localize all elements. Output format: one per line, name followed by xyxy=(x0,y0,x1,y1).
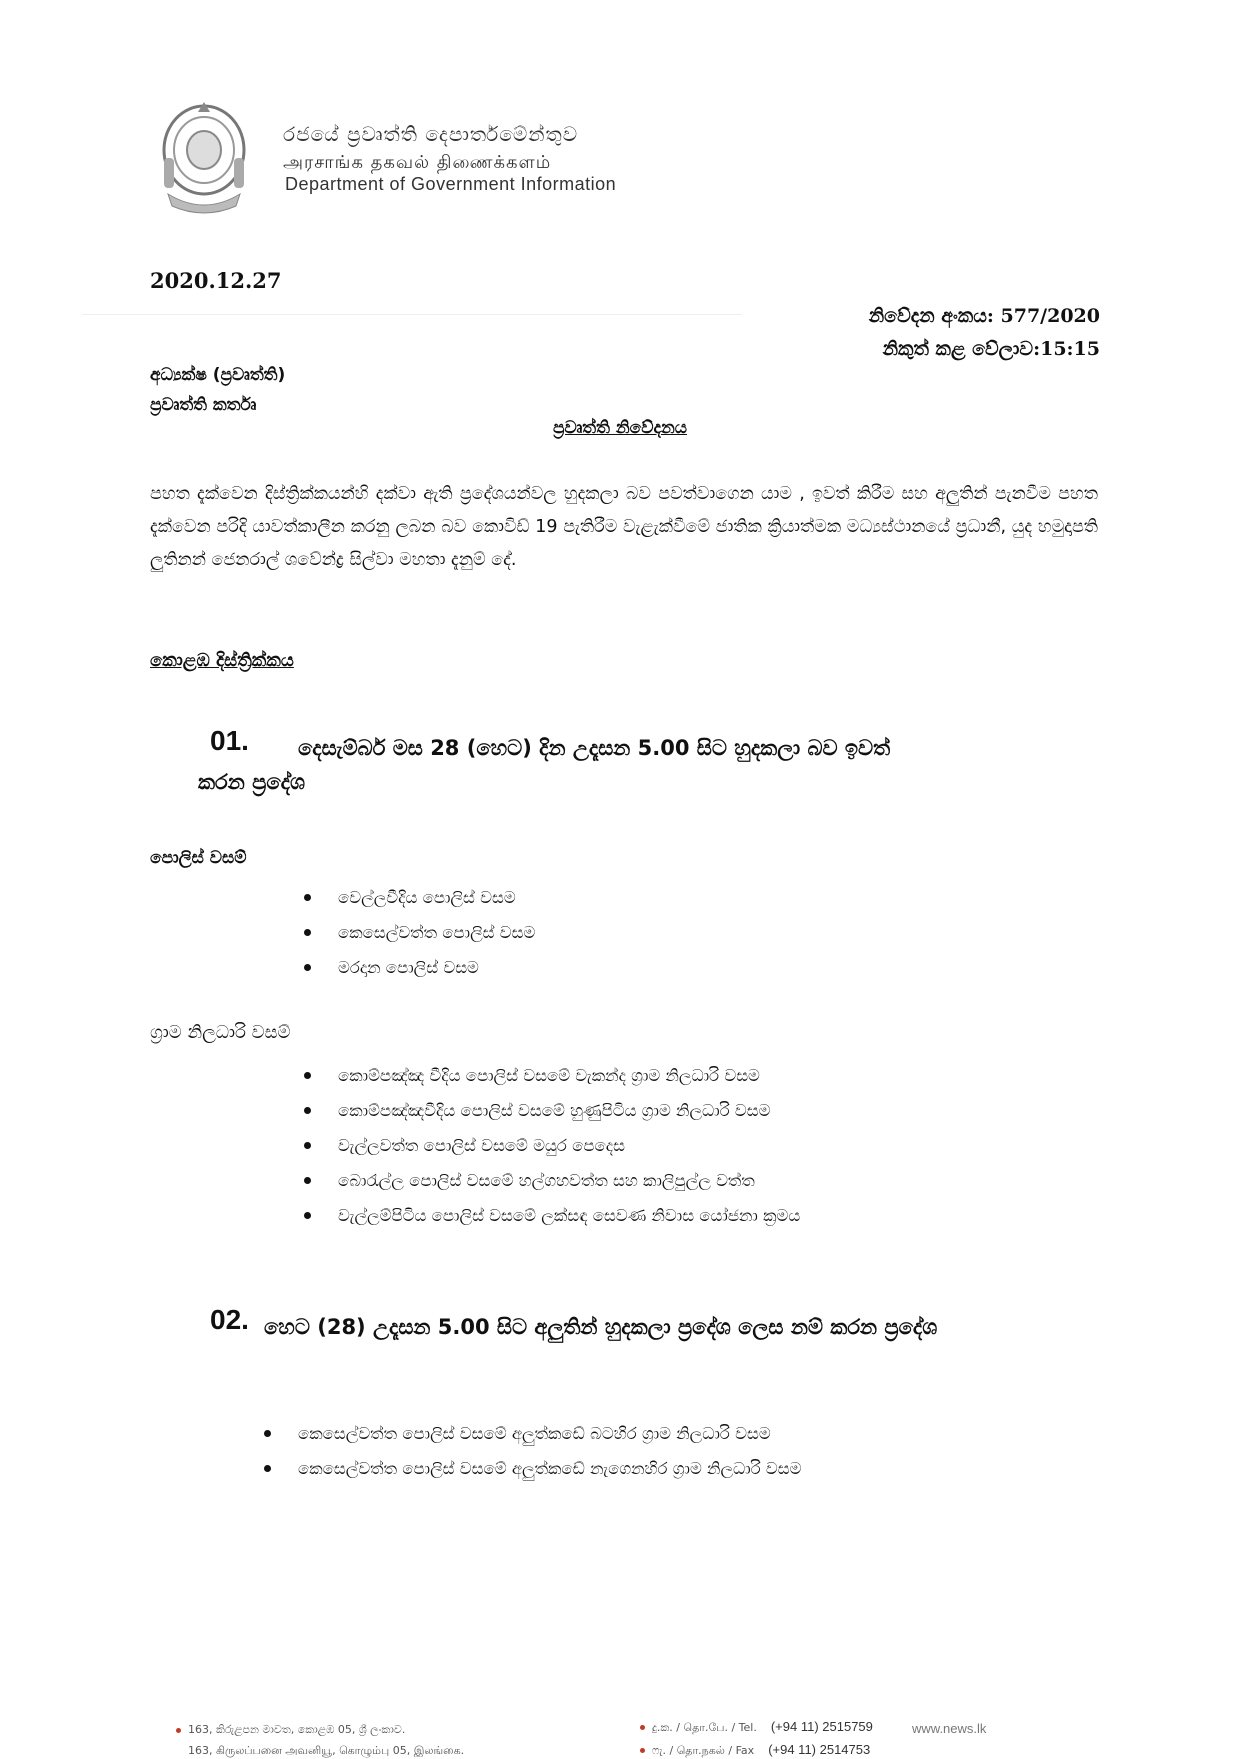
list-item xyxy=(304,1093,800,1128)
bullet-icon xyxy=(264,1430,271,1437)
section-title: දෙසැම්බර් මස 28 (හෙට) දින උදෑසන 5.00 සිට හුදකලා බව ඉවත් xyxy=(298,736,891,760)
release-time xyxy=(869,333,1100,366)
list-item xyxy=(304,1058,800,1093)
list-item-text: කෙසෙල්වත්ත පොලිස් වසමේ අලුත්කඩේ නැගෙනහිර ග්‍රාම නිලධාරි වසම xyxy=(298,1459,802,1478)
list-item-text: වෙල්ලවීදිය පොලිස් වසම xyxy=(338,888,516,907)
bullet-icon xyxy=(304,1107,311,1114)
list-item xyxy=(304,915,535,950)
footer-fax xyxy=(652,1742,870,1759)
divider xyxy=(82,314,742,315)
release-number-value: 577/2020 xyxy=(1000,305,1100,327)
addressee-block xyxy=(150,360,285,420)
telephone-label: දු.ක. / தொ.பே. / Tel. xyxy=(652,1721,757,1734)
list-item-text: වැල්ලවත්ත පොලිස් වසමේ මයුර පෙදෙස xyxy=(338,1136,625,1155)
bullet-icon xyxy=(304,929,311,936)
footer-bullet-icon xyxy=(640,1748,645,1753)
list-item-text: කොම්පඤ්ඤවීදිය පොලිස් වසමේ හුණුපිටිය ග්‍රාම නිලධාරි වසම xyxy=(338,1101,771,1120)
bullet-icon xyxy=(304,1142,311,1149)
list-item xyxy=(264,1416,802,1451)
addressee-line: ප්‍රවෘත්ති කර්තෘ xyxy=(150,395,257,415)
footer-website-link[interactable]: www.news.lk xyxy=(912,1721,987,1736)
department-name-tamil: அரசாங்க தகவல் திணைக்களம் xyxy=(283,152,552,173)
list-item xyxy=(304,1128,800,1163)
department-name-sinhala: රජයේ ප්‍රවෘත්ති දෙපාර්තමේන්තුව xyxy=(283,122,579,146)
district-title: කොළඹ දිස්ත්‍රික්කය xyxy=(150,650,294,671)
list-item xyxy=(304,950,535,985)
fax-label: ෆැ. / தொ.நகல் / Fax xyxy=(652,1744,755,1757)
addressee-line: අධ්‍යක්ෂ (ප්‍රවෘත්ති) xyxy=(150,365,286,385)
section-title-continued: කරන ප්‍රදේශ xyxy=(198,770,305,794)
bullet-icon xyxy=(304,964,311,971)
document-heading: ප්‍රවෘත්ති නිවේදනය xyxy=(552,418,688,438)
release-reference xyxy=(869,300,1100,366)
bullet-icon xyxy=(264,1465,271,1472)
police-areas-title: පොලිස් වසම් xyxy=(150,848,247,868)
release-time-value: 15:15 xyxy=(1040,338,1100,360)
release-number-label: නිවේදන අංකය: xyxy=(868,305,994,327)
list-item-text: කෙසෙල්වත්ත පොලිස් වසම xyxy=(338,923,536,942)
section-title: හෙට (28) උදෑසන 5.00 සිට අලුතින් හුදකලා ප්‍රදේශ ලෙස නම් කරන ප්‍රදේශ xyxy=(264,1315,938,1339)
intro-paragraph: පහත දැක්වෙන දිස්ත්‍රික්කයන්හි දක්වා ඇති ප්‍රදේශයන්වල හුදකලා බව පවත්වාගෙන යාම , ඉවත් කිරීම සහ අලුතින් පැනවීම පහත දැක්වෙන පරිදි යාවත්කාලීන කරනු ලබන බව කොවිඩ් 19 පැතිරීම වැළැක්වීමේ ජාතික ක්‍රියාත්මක මධ්‍යස්ථානයේ ප්‍රධානී, යුද හමුදාපති ලුතිනන් ජෙනරාල් ශවේන්ද්‍ර සිල්වා මහතා දැනුම් දේ. xyxy=(150,484,1098,570)
list-item-text: කොම්පඤ්ඤ වීදිය පොලිස් වසමේ වැකන්ද ග්‍රාම නිලධාරි වසම xyxy=(338,1066,760,1085)
footer-bullet-icon xyxy=(176,1728,181,1733)
release-number xyxy=(869,300,1100,333)
telephone-number: (+94 11) 2515759 xyxy=(770,1719,873,1734)
list-item xyxy=(304,1163,800,1198)
gn-areas-title: ග්‍රාම නිලධාරි වසම් xyxy=(150,1022,291,1043)
list-item xyxy=(304,1198,800,1233)
police-areas-list xyxy=(304,880,535,985)
fax-number: (+94 11) 2514753 xyxy=(768,1742,871,1757)
bullet-icon xyxy=(304,894,311,901)
footer-address-sinhala: 163, කිරුළපන මාවත, කොළඹ 05, ශ්‍රී ලංකාව. xyxy=(188,1723,406,1736)
list-item-text: මරදාන පොලිස් වසම xyxy=(338,958,479,977)
section-number: 01. xyxy=(210,725,249,756)
list-item-text: කෙසෙල්වත්ත පොලිස් වසමේ අලුත්කඩේ බටහිර ග්‍රාම නිලධාරි වසම xyxy=(298,1424,771,1443)
list-item xyxy=(264,1451,802,1486)
section-number: 02. xyxy=(210,1304,249,1335)
gn-areas-list xyxy=(304,1058,800,1233)
list-item-text: වැල්ලම්පිටිය පොලිස් වසමේ ලක්සඳ සෙවණ නිවාස යෝජනා ක්‍රමය xyxy=(338,1206,801,1225)
footer-bullet-icon xyxy=(640,1725,645,1730)
bullet-icon xyxy=(304,1177,311,1184)
release-time-label: නිකුත් කළ වේලාව: xyxy=(882,338,1041,360)
new-isolated-areas-list xyxy=(264,1416,802,1486)
list-item xyxy=(304,880,535,915)
list-item-text: බොරැල්ල පොලිස් වසමේ හල්ගහවත්ත සහ කාලිපුල්ල වත්ත xyxy=(338,1171,755,1190)
bullet-icon xyxy=(304,1212,311,1219)
footer-address-tamil: 163, கிருலப்பனை அவனியூ, கொழும்பு 05, இலங்கை. xyxy=(188,1744,465,1757)
release-date: 2020.12.27 xyxy=(150,268,282,293)
bullet-icon xyxy=(304,1072,311,1079)
footer-telephone xyxy=(652,1719,873,1736)
government-emblem xyxy=(158,98,250,216)
department-name-english: Department of Government Information xyxy=(285,174,617,194)
